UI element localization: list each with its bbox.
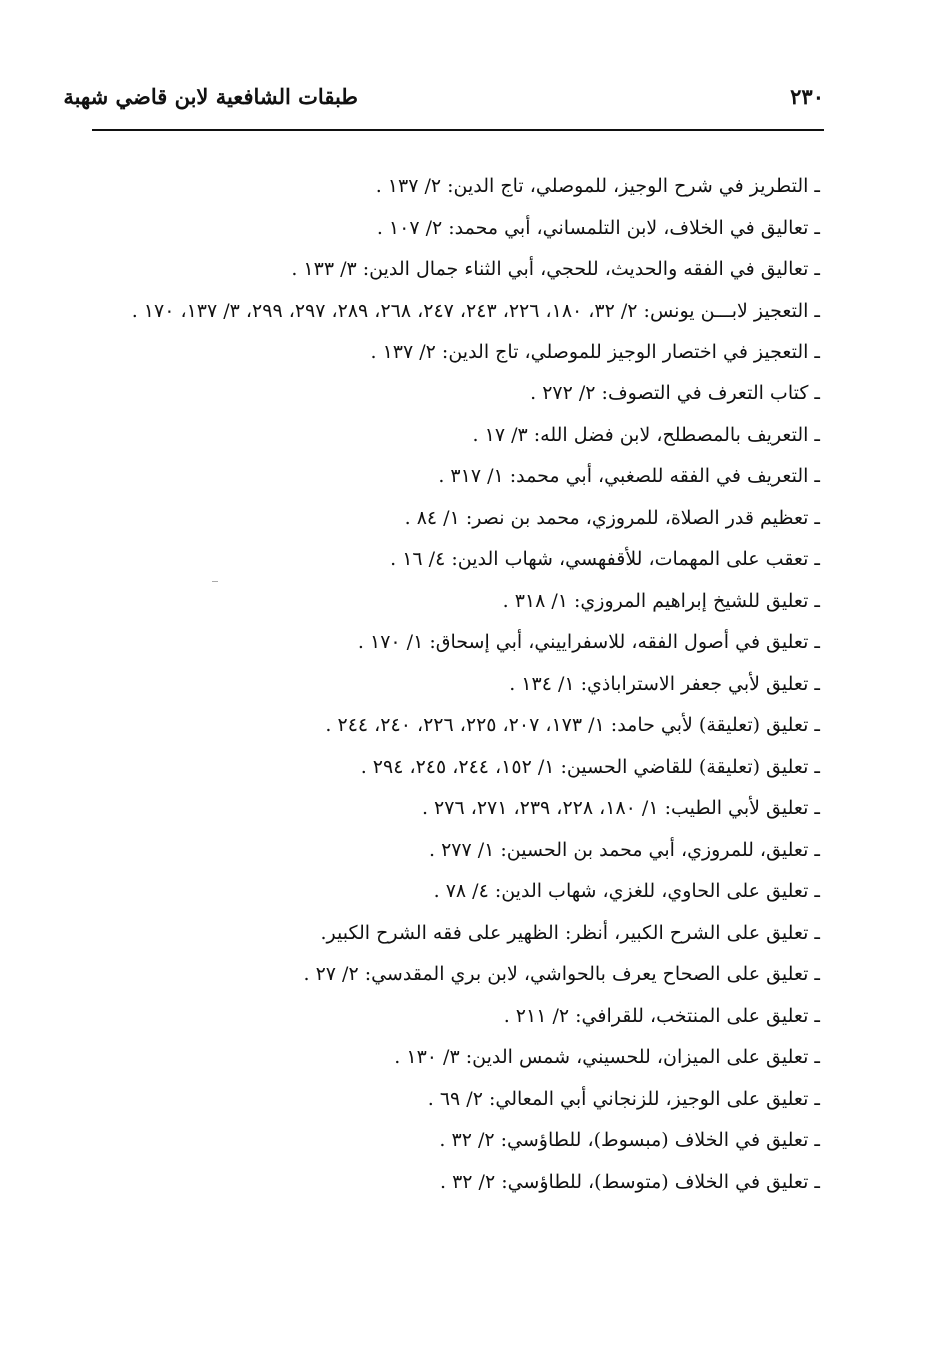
index-entry: ـ تعليق على الميزان، للحسيني، شمس الدين: ٣/ ١٣٠ . [394, 1046, 820, 1068]
header-divider [92, 129, 824, 131]
scan-speck [212, 581, 218, 582]
index-entry: ـ تعليق على الصحاح يعرف بالحواشي، لابن بري المقدسي: ٢/ ٢٧ . [303, 963, 820, 985]
index-entries [100, 166, 820, 1203]
book-title: طبقات الشافعية لابن قاضي شهبة [63, 84, 358, 109]
index-entry: ـ التطريز في شرح الوجيز، للموصلي، تاج الدين: ٢/ ١٣٧ . [375, 175, 820, 197]
index-entry: ـ تعقب على المهمات، للأقفهسي، شهاب الدين: ٤/ ١٦ . [390, 548, 820, 570]
index-entry: ـ تعليق لأبي جعفر الاستراباذي: ١/ ١٣٤ . [509, 672, 820, 695]
index-entry: ـ التعجيز لابـــن يونس: ٢/ ٣٢، ١٨٠، ٢٢٦، ٢٤٣، ٢٤٧، ٢٦٨، ٢٨٩، ٢٩٧، ٢٩٩، ٣/ ١٣٧، ١٧٠ . [131, 299, 820, 322]
index-entry: ـ تعليق لأبي الطيب: ١/ ١٨٠، ٢٢٨، ٢٣٩، ٢٧١، ٢٧٦ . [421, 797, 820, 819]
index-entry: ـ تعليق للشيخ إبراهيم المروزي: ١/ ٣١٨ . [502, 589, 820, 612]
index-entry: ـ تعاليق في الفقه والحديث، للحجي، أبي الثناء جمال الدين: ٣/ ١٣٣ . [291, 258, 820, 280]
index-entry: ـ تعليق (تعليقة) لأبي حامد: ١/ ١٧٣، ٢٠٧، ٢٢٥، ٢٢٦، ٢٤٠، ٢٤٤ . [325, 714, 820, 736]
index-entry: ـ التعريف في الفقه للصغبي، أبي محمد: ١/ ٣١٧ . [438, 465, 820, 487]
index-entry: ـ تعليق على المنتخب، للقرافي: ٢/ ٢١١ . [503, 1004, 820, 1027]
index-entry: ـ تعليق في أصول الفقه، للاسفراييني، أبي إسحاق: ١/ ١٧٠ . [357, 631, 820, 653]
running-header [63, 82, 824, 128]
page-number: ٢٣٠ [790, 84, 824, 109]
index-entry: ـ تعاليق في الخلاف، لابن التلمساني، أبي محمد: ٢/ ١٠٧ . [376, 216, 820, 239]
index-entry: ـ تعليق، للمروزي، أبي محمد بن الحسين: ١/ ٢٧٧ . [428, 838, 820, 861]
index-entry: ـ تعليق في الخلاف (مبسوط)، للطاؤسي: ٢/ ٣٢ . [439, 1129, 820, 1151]
index-entry: ـ تعليق على الحاوي، للغزي، شهاب الدين: ٤/ ٧٨ . [433, 880, 820, 902]
index-entry: ـ تعظيم قدر الصلاة، للمروزي، محمد بن نصر: ١/ ٨٤ . [404, 506, 820, 529]
index-entry: ـ تعليق على الشرح الكبير، أنظر: الظهير على فقه الشرح الكبير. [320, 921, 820, 944]
index-entry: ـ تعليق في الخلاف (متوسط)، للطاؤسي: ٢/ ٣٢ . [439, 1170, 820, 1193]
index-entry: ـ التعجيز في اختصار الوجيز للموصلي، تاج الدين: ٢/ ١٣٧ . [370, 340, 820, 363]
index-entry: ـ تعليق على الوجيز، للزنجاني أبي المعالي: ٢/ ٦٩ . [427, 1087, 820, 1110]
index-entry: ـ التعريف بالمصطلح، لابن فضل الله: ٣/ ١٧ . [472, 423, 820, 446]
index-entry: ـ تعليق (تعليقة) للقاضي الحسين: ١/ ١٥٢، ٢٤٤، ٢٤٥، ٢٩٤ . [360, 755, 820, 778]
index-entry: ـ كتاب التعرف في التصوف: ٢/ ٢٧٢ . [530, 382, 820, 404]
